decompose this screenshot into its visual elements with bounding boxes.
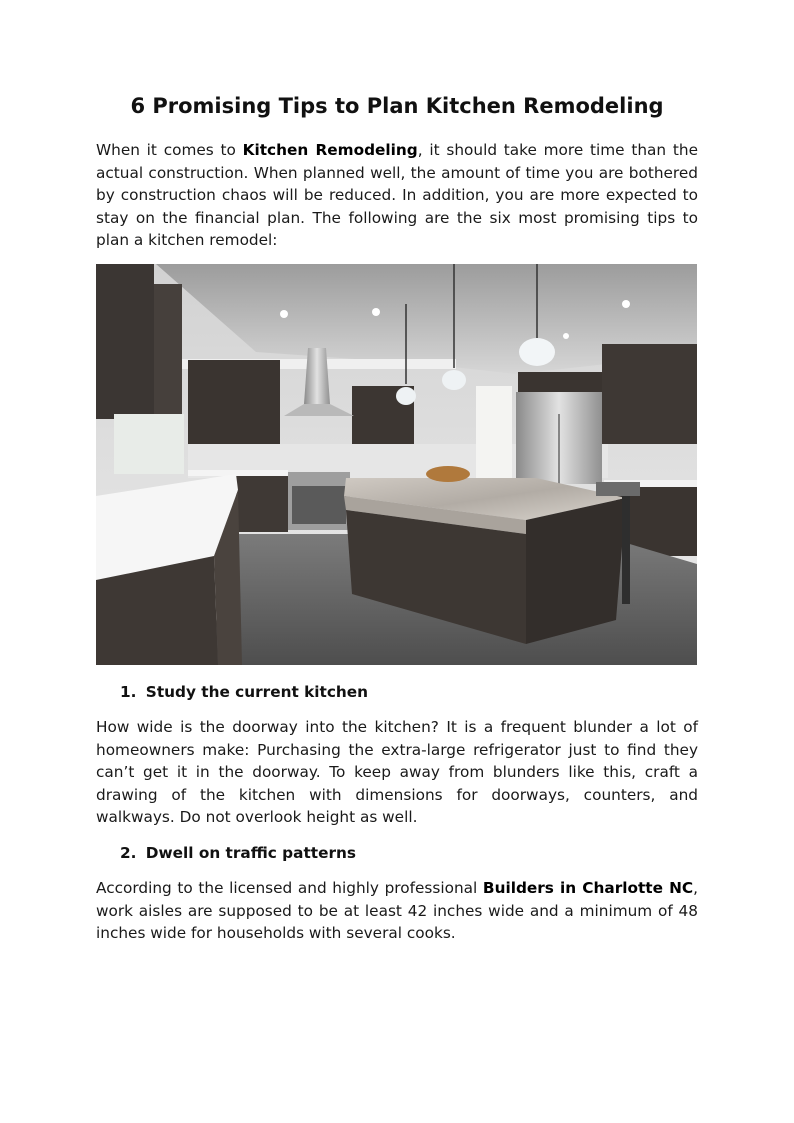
- section-2-text-rest: , work aisles are supposed to be at least 42 inches wide and a minimum of 48 inches wide for households with several cooks.: [96, 879, 698, 943]
- intro-text-start: When it comes to: [96, 141, 243, 159]
- section-1-paragraph: How wide is the doorway into the kitchen? It is a frequent blunder a lot of homeowners make: Purchasing the extra-large refrigerator just to find they can’t get it in the doorway. To keep away from blunders like this, craft a drawing of the kitchen with dimensions for doorways, counters, and walkways. Do not overlook height as well.: [96, 718, 698, 827]
- section-2-bold-builders: Builders in Charlotte NC: [482, 879, 694, 897]
- section-1-number: 1.: [120, 683, 137, 701]
- intro-bold-kitchen-remodeling: Kitchen Remodeling: [242, 141, 418, 159]
- page-title: 6 Promising Tips to Plan Kitchen Remodeling: [130, 94, 664, 118]
- section-2-text-start: According to the licensed and highly professional: [96, 879, 483, 897]
- section-2-number: 2.: [120, 844, 137, 862]
- section-2-paragraph: [96, 877, 698, 945]
- intro-paragraph: [96, 139, 698, 252]
- intro-text-rest: , it should take more time than the actual construction. When planned well, the amount of time you are bothered by construction chaos will be reduced. In addition, you are more expected to stay on the financial plan. The following are the six most promising tips to plan a kitchen remodel:: [96, 141, 698, 250]
- kitchen-photo: [96, 264, 697, 665]
- section-2-title: Dwell on traffic patterns: [145, 844, 356, 862]
- section-2-heading: [120, 844, 356, 862]
- section-1-title: Study the current kitchen: [145, 683, 369, 701]
- section-1-heading: [120, 683, 368, 701]
